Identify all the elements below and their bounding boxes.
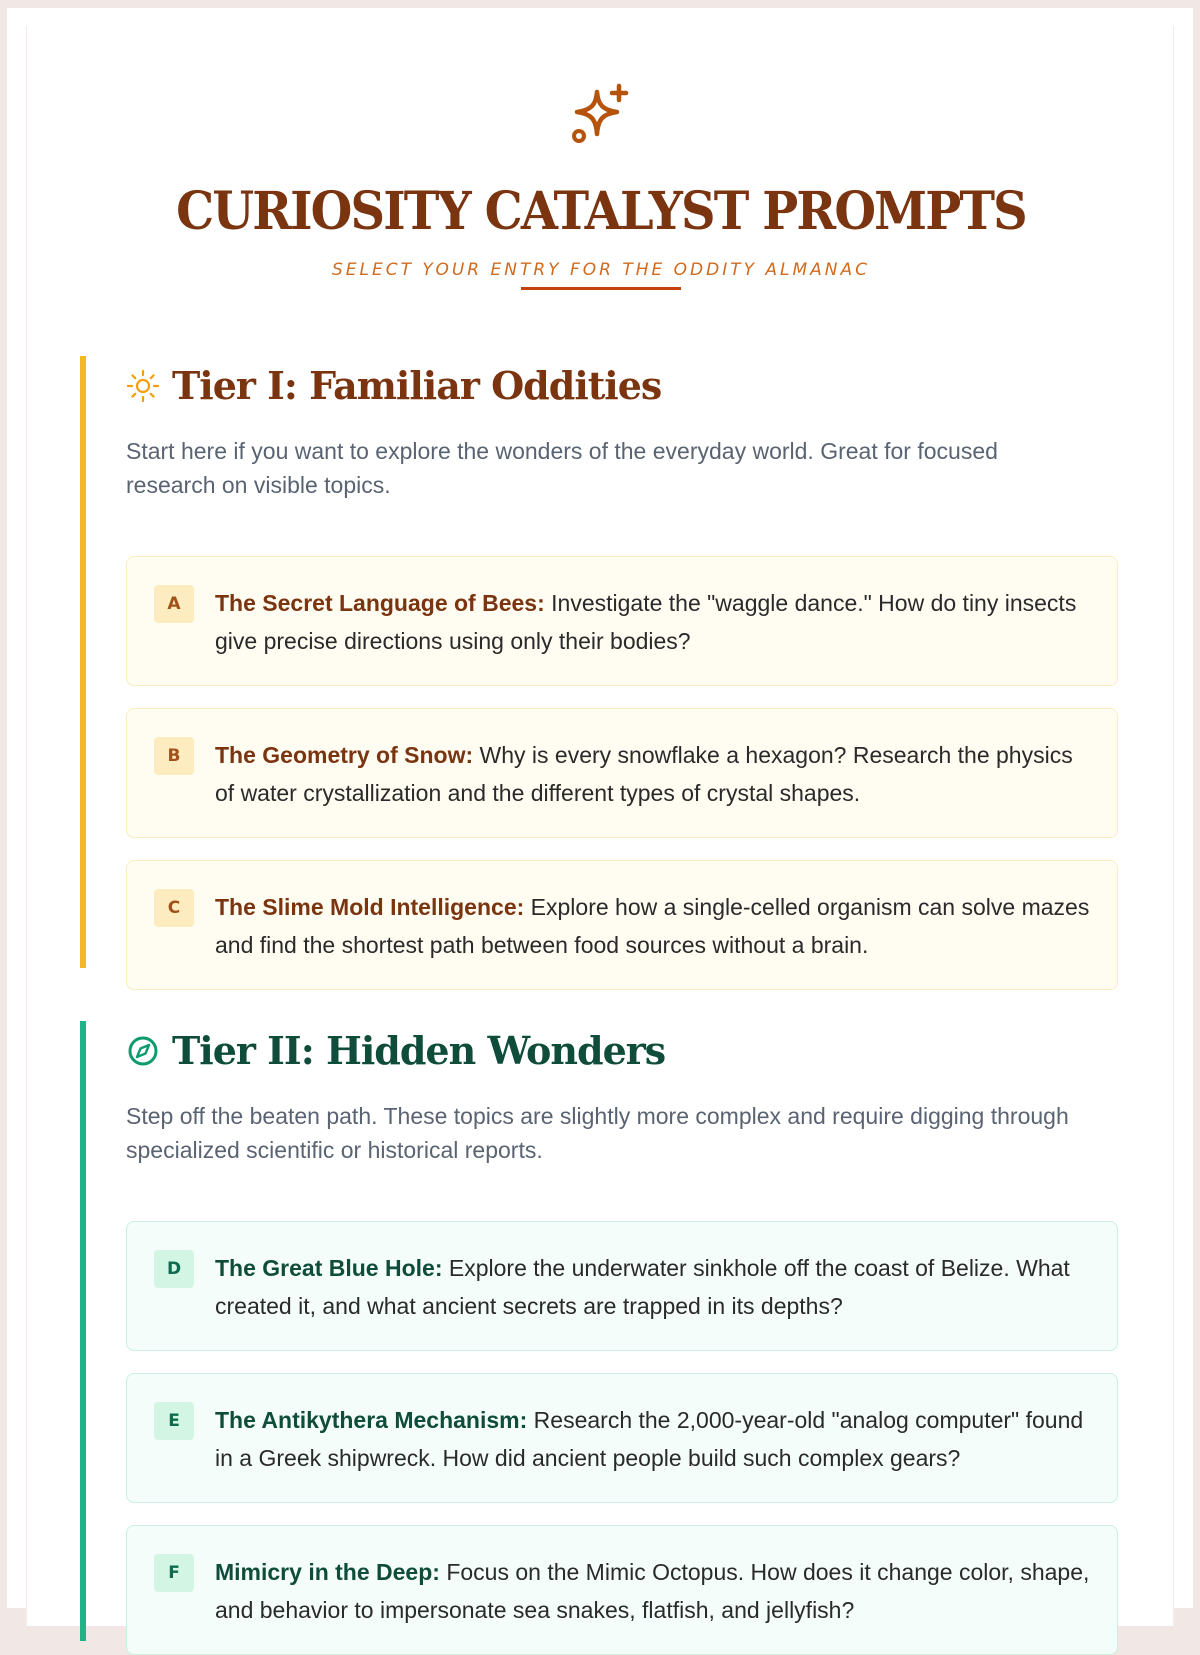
prompt-letter-badge: E bbox=[154, 1402, 194, 1440]
prompt-text bbox=[215, 1401, 1095, 1477]
prompt-text bbox=[215, 736, 1095, 812]
prompt-body: Explore the underwater sinkhole off the coast of Belize. What created it, and what ancient secrets are trapped in its depths? bbox=[215, 1255, 1070, 1319]
prompt-letter-badge: D bbox=[154, 1250, 194, 1288]
prompt-card-e[interactable] bbox=[126, 1373, 1118, 1503]
prompt-body: Explore how a single-celled organism can solve mazes and find the shortest path between food sources without a brain. bbox=[215, 894, 1090, 958]
prompt-body: Why is every snowflake a hexagon? Research the physics of water crystallization and the different types of crystal shapes. bbox=[215, 742, 1073, 806]
prompt-body: Investigate the "waggle dance." How do tiny insects give precise directions using only their bodies? bbox=[215, 590, 1077, 654]
tier-section-1 bbox=[80, 356, 1146, 968]
tier-accent-bar bbox=[80, 1021, 86, 1641]
prompt-text bbox=[215, 1553, 1095, 1629]
prompt-title: The Geometry of Snow: bbox=[215, 742, 474, 768]
prompt-letter-badge: F bbox=[154, 1554, 194, 1592]
prompt-title: The Slime Mold Intelligence: bbox=[215, 894, 525, 920]
prompt-letter-badge: C bbox=[154, 889, 194, 927]
compass-icon bbox=[126, 1034, 160, 1068]
page-subtitle: SELECT YOUR ENTRY FOR THE ODDITY ALMANAC bbox=[331, 260, 871, 280]
prompt-body: Focus on the Mimic Octopus. How does it change color, shape, and behavior to impersonate sea snakes, flatfish, and jellyfish? bbox=[215, 1559, 1090, 1623]
prompt-text bbox=[215, 584, 1095, 660]
tier-description: Step off the beaten path. These topics are slightly more complex and require digging through specialized scientific or historical reports. bbox=[126, 1103, 1069, 1163]
tier-heading bbox=[126, 1021, 665, 1081]
prompt-body: Research the 2,000-year-old "analog computer" found in a Greek shipwreck. How did ancient people build such complex gears? bbox=[215, 1407, 1084, 1471]
tier-accent-bar bbox=[80, 356, 86, 968]
sun-icon bbox=[126, 369, 160, 403]
prompt-letter-badge: A bbox=[154, 585, 194, 623]
tier-title: Tier II: Hidden Wonders bbox=[172, 1028, 666, 1073]
tier-heading bbox=[126, 356, 661, 416]
prompt-title: The Antikythera Mechanism: bbox=[215, 1407, 528, 1433]
header-divider bbox=[521, 287, 681, 290]
prompt-title: The Secret Language of Bees: bbox=[215, 590, 545, 616]
prompt-letter-badge: B bbox=[154, 737, 194, 775]
prompt-text bbox=[215, 1249, 1095, 1325]
prompt-card-b[interactable] bbox=[126, 708, 1118, 838]
prompt-card-c[interactable] bbox=[126, 860, 1118, 990]
prompt-title: The Great Blue Hole: bbox=[215, 1255, 443, 1281]
prompt-text bbox=[215, 888, 1095, 964]
prompt-card-d[interactable] bbox=[126, 1221, 1118, 1351]
tier-section-2 bbox=[80, 1021, 1146, 1641]
document-page bbox=[26, 26, 1174, 1626]
prompt-card-a[interactable] bbox=[126, 556, 1118, 686]
prompt-card-f[interactable] bbox=[126, 1525, 1118, 1655]
tier-description: Start here if you want to explore the wonders of the everyday world. Great for focused research on visible topics. bbox=[126, 438, 998, 498]
page-title: CURIOSITY CATALYST PROMPTS bbox=[176, 181, 1026, 242]
sparkles-icon bbox=[567, 80, 637, 146]
prompt-title: Mimicry in the Deep: bbox=[215, 1559, 440, 1585]
tier-title: Tier I: Familiar Oddities bbox=[172, 363, 662, 408]
